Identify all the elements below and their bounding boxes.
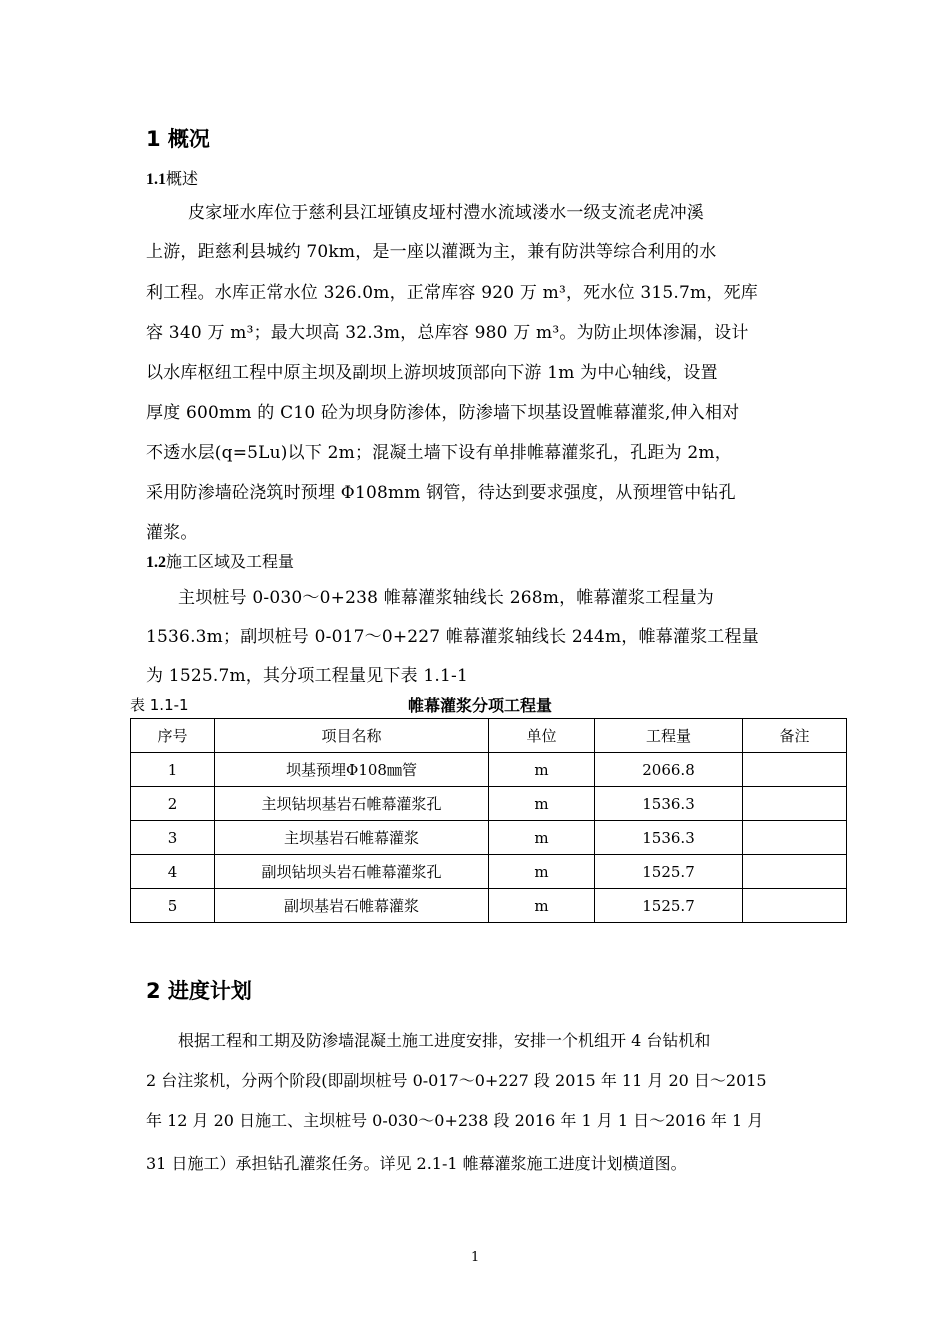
table-cell: 1536.3 bbox=[595, 787, 743, 821]
subsection-number: 1.1 bbox=[146, 171, 166, 188]
table-title: 帷幕灌浆分项工程量 bbox=[408, 696, 553, 715]
table-cell: 坝基预埋Φ108㎜管 bbox=[215, 753, 489, 787]
para2-line: 主坝桩号 0-030～0+238 帷幕灌浆轴线长 268m，帷幕灌浆工程量为 bbox=[178, 588, 714, 608]
table-cell: 1 bbox=[131, 753, 215, 787]
para1-line: 厚度 600mm 的 C10 砼为坝身防渗体，防渗墙下坝基设置帷幕灌浆,伸入相对 bbox=[146, 403, 740, 423]
table-cell: m bbox=[489, 821, 595, 855]
table-cell: 1525.7 bbox=[595, 889, 743, 923]
subsection-1-2-heading bbox=[146, 549, 294, 572]
table-cell: 主坝基岩石帷幕灌浆 bbox=[215, 821, 489, 855]
table-cell: 1525.7 bbox=[595, 855, 743, 889]
table-row bbox=[131, 889, 847, 923]
table-row bbox=[131, 855, 847, 889]
para1-line: 不透水层(q=5Lu)以下 2m；混凝土墙下设有单排帷幕灌浆孔，孔距为 2m， bbox=[146, 443, 732, 463]
table-cell: m bbox=[489, 855, 595, 889]
table-cell: 2066.8 bbox=[595, 753, 743, 787]
table-cell: 5 bbox=[131, 889, 215, 923]
subsection-title: 施工区域及工程量 bbox=[166, 552, 295, 571]
table-header-row bbox=[131, 719, 847, 753]
table-cell: m bbox=[489, 753, 595, 787]
para2-line: 1536.3m；副坝桩号 0-017～0+227 帷幕灌浆轴线长 244m，帷幕灌浆工程量 bbox=[146, 627, 759, 647]
table-cell bbox=[743, 821, 847, 855]
para1-line: 容 340 万 m³；最大坝高 32.3m，总库容 980 万 m³。为防止坝体渗漏，设计 bbox=[146, 323, 749, 343]
para1-line: 利工程。水库正常水位 326.0m，正常库容 920 万 m³，死水位 315.7m，死库 bbox=[146, 283, 758, 303]
table-cell: 3 bbox=[131, 821, 215, 855]
table-row bbox=[131, 787, 847, 821]
table-row bbox=[131, 753, 847, 787]
page-number: 1 bbox=[471, 1250, 480, 1265]
table-label: 表 1.1-1 bbox=[130, 696, 189, 714]
para1-line: 灌浆。 bbox=[146, 523, 198, 543]
section-2-heading: 2 进度计划 bbox=[146, 979, 252, 1003]
table-cell bbox=[743, 889, 847, 923]
subsection-title: 概述 bbox=[166, 169, 199, 188]
table-cell: 副坝钻坝头岩石帷幕灌浆孔 bbox=[215, 855, 489, 889]
subsection-1-1-heading bbox=[146, 166, 198, 189]
para2-line: 为 1525.7m，其分项工程量见下表 1.1-1 bbox=[146, 666, 469, 686]
para1-line: 采用防渗墙砼浇筑时预埋 Φ108mm 钢管，待达到要求强度，从预埋管中钻孔 bbox=[146, 483, 736, 503]
table-row bbox=[131, 821, 847, 855]
table-cell: 副坝基岩石帷幕灌浆 bbox=[215, 889, 489, 923]
para1-line: 上游，距慈利县城约 70km，是一座以灌溉为主，兼有防洪等综合利用的水 bbox=[146, 242, 717, 262]
header-cell: 序号 bbox=[131, 719, 215, 753]
para1-line: 皮家垭水库位于慈利县江垭镇皮垭村澧水流域溇水一级支流老虎冲溪 bbox=[188, 203, 704, 223]
table-cell: m bbox=[489, 787, 595, 821]
table-cell bbox=[743, 787, 847, 821]
para3-line: 根据工程和工期及防渗墙混凝土施工进度安排，安排一个机组开 4 台钻机和 bbox=[178, 1031, 711, 1050]
subsection-number: 1.2 bbox=[146, 554, 166, 571]
table-cell: 4 bbox=[131, 855, 215, 889]
para3-line: 2 台注浆机，分两个阶段(即副坝桩号 0-017～0+227 段 2015 年 11 月 20 日～2015 bbox=[146, 1071, 767, 1090]
table-cell: 1536.3 bbox=[595, 821, 743, 855]
section-1-heading: 1 概况 bbox=[146, 127, 210, 151]
para1-line: 以水库枢纽工程中原主坝及副坝上游坝坡顶部向下游 1m 为中心轴线，设置 bbox=[146, 363, 718, 383]
table-cell: 2 bbox=[131, 787, 215, 821]
header-cell: 单位 bbox=[489, 719, 595, 753]
quantity-table bbox=[130, 718, 847, 923]
header-cell: 项目名称 bbox=[215, 719, 489, 753]
table-cell bbox=[743, 753, 847, 787]
table-cell: m bbox=[489, 889, 595, 923]
table-cell: 主坝钻坝基岩石帷幕灌浆孔 bbox=[215, 787, 489, 821]
table-cell bbox=[743, 855, 847, 889]
header-cell: 工程量 bbox=[595, 719, 743, 753]
para3-line: 31 日施工）承担钻孔灌浆任务。详见 2.1-1 帷幕灌浆施工进度计划横道图。 bbox=[146, 1154, 687, 1173]
header-cell: 备注 bbox=[743, 719, 847, 753]
para3-line: 年 12 月 20 日施工、主坝桩号 0-030～0+238 段 2016 年 1 月 1 日～2016 年 1 月 bbox=[146, 1111, 764, 1130]
